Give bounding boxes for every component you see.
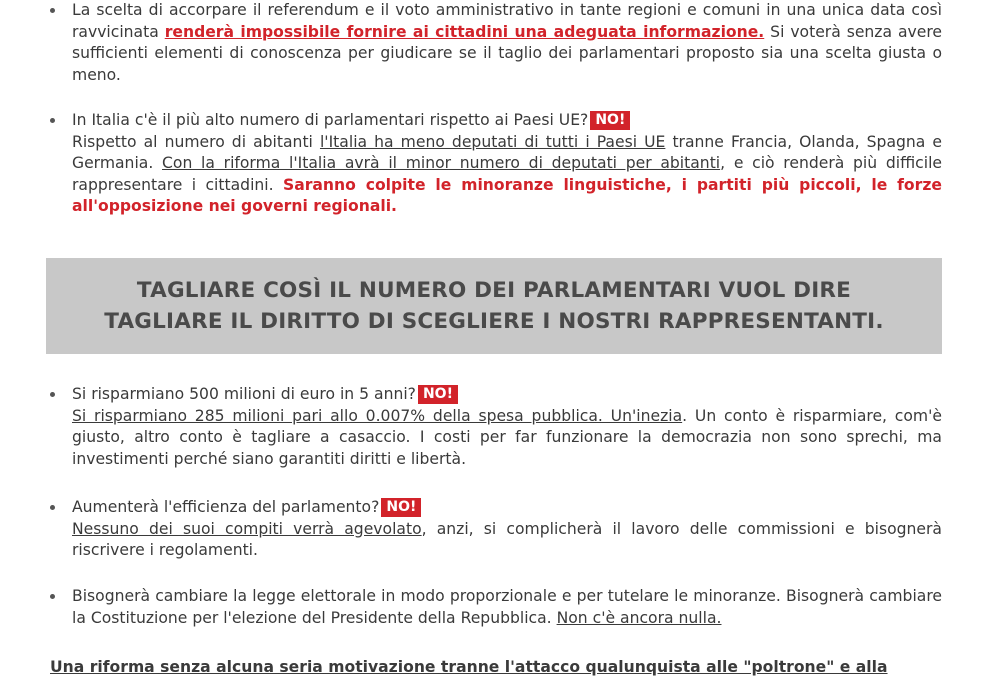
text-segment: tranne Francia, Olanda, Spagna e Germania. xyxy=(72,132,943,172)
banner-line-1: TAGLIARE COSÌ IL NUMERO DEI PARLAMENTARI VUOL DIRE xyxy=(136,278,852,303)
no-badge: NO! xyxy=(381,498,421,517)
text-segment: , anzi, si complicherà il lavoro delle commissioni e bisognerà riscrivere i regolamenti. xyxy=(72,519,942,559)
bullet-referendum-date xyxy=(50,0,942,86)
highlight-red: renderà impossibile fornire ai cittadini una adeguata informazione. xyxy=(164,22,765,41)
underlined-text: Con la riforma l'Italia avrà il minor numero di deputati per abitanti xyxy=(162,154,721,172)
banner-line-2: TAGLIARE IL DIRITTO DI SCEGLIERE I NOSTRI RAPPRESENTANTI. xyxy=(104,309,884,334)
underlined-text: Nessuno dei suoi compiti verrà agevolato xyxy=(72,519,422,538)
no-badge: NO! xyxy=(418,385,458,404)
bullet-dot xyxy=(50,8,55,13)
underlined-text: Non c'è ancora nulla. xyxy=(556,608,722,627)
bullet-parliamentarians-eu xyxy=(50,110,942,218)
bullet-savings xyxy=(50,384,942,470)
bullet-dot xyxy=(50,594,55,599)
bullet-question: Si risparmiano 500 milioni di euro in 5 anni? xyxy=(72,385,416,403)
bullet-text xyxy=(72,0,942,86)
underlined-text: Si risparmiano 285 milioni pari allo 0.007% della spesa pubblica. Un'inezia xyxy=(72,406,683,425)
text-segment: . Un conto è risparmiare, com'è giusto, altro conto è tagliare a casaccio. I costi per far funzionare la democrazia non sono sprechi, ma investimenti perché siano garantiti diritti e libertà. xyxy=(72,406,942,468)
headline-banner xyxy=(46,258,942,354)
text-segment: Rispetto al numero di abitanti xyxy=(72,132,320,151)
bullet-dot xyxy=(50,392,55,397)
text-segment: Bisognerà cambiare la legge elettorale in modo proporzionale e per tutelare le minoranze. Bisognerà cambiare la Costituzione per l'elezione del Presidente della Repubblica. xyxy=(72,587,942,627)
bullet-efficiency xyxy=(50,497,942,562)
text-segment: La scelta di accorpare il referendum e il voto amministrativo in tante regioni e comuni in una unica data così ravvicinata xyxy=(72,1,942,41)
bullet-electoral-law xyxy=(50,586,942,629)
bullet-text xyxy=(72,384,942,470)
highlight-red: Saranno colpite le minoranze linguistiche, i partiti più piccoli, le forze all'opposizione nei governi regionali. xyxy=(72,175,942,215)
bullet-text xyxy=(72,110,942,218)
bullet-dot xyxy=(50,505,55,510)
text-segment: , e ciò renderà più difficile rappresentare i cittadini. xyxy=(72,154,942,194)
bullet-text xyxy=(72,497,942,562)
bullet-question: In Italia c'è il più alto numero di parlamentari rispetto ai Paesi UE? xyxy=(72,111,589,129)
bullet-text xyxy=(72,586,942,629)
closing-statement: Una riforma senza alcuna seria motivazione tranne l'attacco qualunquista alle "poltrone" e alla xyxy=(50,658,888,676)
underlined-text: l'Italia ha meno deputati di tutti i Paesi UE xyxy=(319,132,666,151)
text-segment: Si voterà senza avere sufficienti elementi di conoscenza per giudicare se il taglio dei parlamentari proposto sia una scelta giusta o meno. xyxy=(72,22,943,84)
no-badge: NO! xyxy=(590,111,630,130)
bullet-question: Aumenterà l'efficienza del parlamento? xyxy=(72,498,380,516)
bullet-dot xyxy=(50,118,55,123)
